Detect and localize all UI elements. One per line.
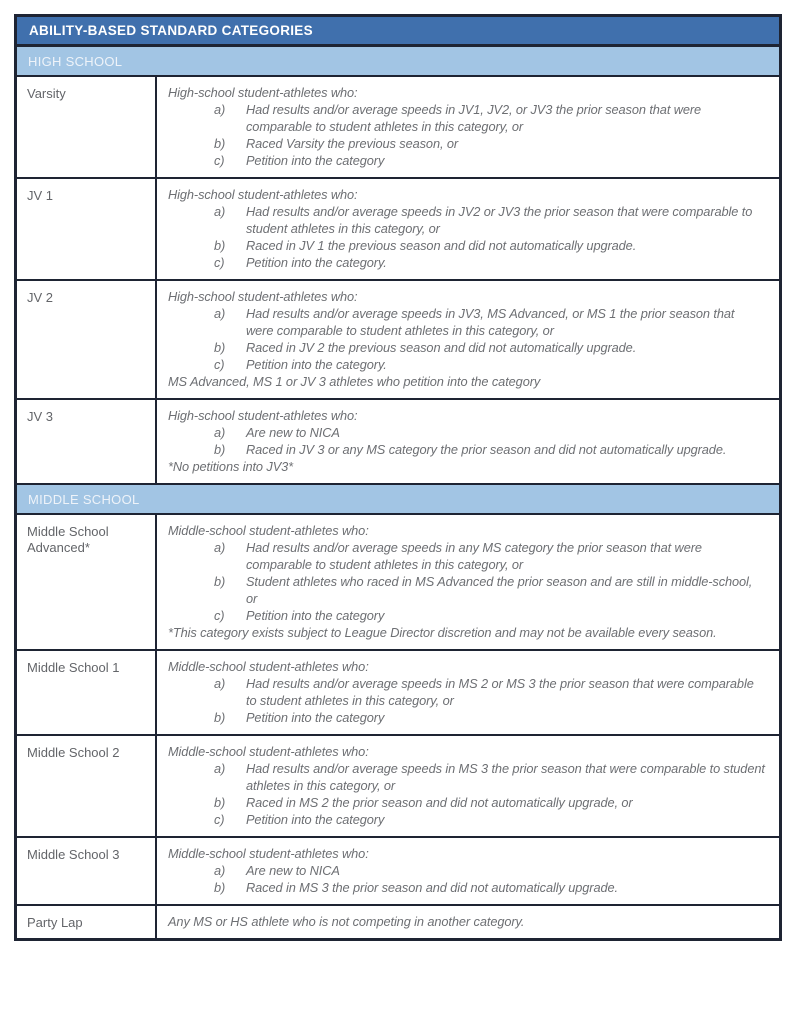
list-item: [168, 135, 765, 152]
list-item: [168, 254, 765, 271]
category-row-jv3: [17, 400, 779, 485]
category-name: Middle School 1: [17, 651, 157, 734]
list-marker: a): [214, 676, 226, 691]
list-item: [168, 441, 765, 458]
description-intro: Middle-school student-athletes who:: [168, 659, 369, 674]
list-marker: c): [214, 255, 225, 270]
list-item: [168, 101, 765, 135]
category-name: Middle School 2: [17, 736, 157, 836]
list-item: [168, 203, 765, 237]
list-text: Petition into the category: [246, 812, 385, 827]
list-marker: a): [214, 102, 226, 117]
list-marker: c): [214, 812, 225, 827]
list-text: Had results and/or average speeds in JV2 or JV3 the prior season that were comparable to student athletes in this category, or: [246, 204, 753, 236]
category-name: JV 1: [17, 179, 157, 279]
category-description: [157, 515, 779, 649]
section-label: MIDDLE SCHOOL: [28, 491, 140, 507]
list-item: [168, 862, 765, 879]
description-intro: High-school student-athletes who:: [168, 289, 358, 304]
list-marker: c): [214, 357, 225, 372]
category-row-ms3: [17, 838, 779, 906]
list-text: Raced in JV 2 the previous season and did not automatically upgrade.: [246, 340, 637, 355]
description-intro: High-school student-athletes who:: [168, 187, 358, 202]
list-marker: c): [214, 608, 225, 623]
list-marker: b): [214, 136, 226, 151]
list-item: [168, 539, 765, 573]
list-marker: b): [214, 442, 226, 457]
description-intro: Middle-school student-athletes who:: [168, 523, 369, 538]
list-marker: b): [214, 795, 226, 810]
categories-table: [14, 14, 782, 941]
list-item: [168, 424, 765, 441]
list-marker: b): [214, 340, 226, 355]
list-item: [168, 607, 765, 624]
list-text: Are new to NICA: [246, 425, 340, 440]
list-item: [168, 237, 765, 254]
list-item: [168, 152, 765, 169]
list-marker: b): [214, 574, 226, 589]
list-text: Had results and/or average speeds in MS 3 the prior season that were comparable to student athletes in this category, or: [246, 761, 765, 793]
list-text: Had results and/or average speeds in MS 2 or MS 3 the prior season that were comparable to student athletes in this category, or: [246, 676, 754, 708]
list-text: Had results and/or average speeds in any MS category the prior season that were comparable to student athletes in this category, or: [246, 540, 702, 572]
list-marker: a): [214, 540, 226, 555]
description-intro: Any MS or HS athlete who is not competing in another category.: [168, 914, 525, 929]
category-description: [157, 906, 779, 938]
table-title-bar: [17, 17, 779, 47]
list-marker: a): [214, 306, 226, 321]
list-text: Petition into the category: [246, 153, 385, 168]
category-row-ms1: [17, 651, 779, 736]
list-item: [168, 879, 765, 896]
list-text: Raced in JV 1 the previous season and did not automatically upgrade.: [246, 238, 637, 253]
list-item: [168, 794, 765, 811]
category-name: Middle School Advanced*: [17, 515, 157, 649]
row-footnote: MS Advanced, MS 1 or JV 3 athletes who petition into the category: [168, 374, 541, 389]
list-marker: b): [214, 710, 226, 725]
section-header-high-school: [17, 47, 779, 77]
list-text: Raced in MS 3 the prior season and did not automatically upgrade.: [246, 880, 618, 895]
list-item: [168, 811, 765, 828]
list-item: [168, 305, 765, 339]
list-item: [168, 709, 765, 726]
list-marker: a): [214, 863, 226, 878]
category-description: [157, 77, 779, 177]
category-row-varsity: [17, 77, 779, 179]
category-row-ms-advanced: [17, 515, 779, 651]
list-marker: a): [214, 425, 226, 440]
category-description: [157, 651, 779, 734]
list-text: Petition into the category: [246, 710, 385, 725]
list-marker: b): [214, 238, 226, 253]
list-text: Raced in MS 2 the prior season and did not automatically upgrade, or: [246, 795, 633, 810]
description-intro: High-school student-athletes who:: [168, 85, 358, 100]
category-description: [157, 400, 779, 483]
list-text: Had results and/or average speeds in JV1, JV2, or JV3 the prior season that were comparable to student athletes in this category, or: [246, 102, 702, 134]
category-row-party-lap: [17, 906, 779, 938]
list-text: Petition into the category.: [246, 255, 387, 270]
list-text: Are new to NICA: [246, 863, 340, 878]
category-name: JV 3: [17, 400, 157, 483]
category-name: Party Lap: [17, 906, 157, 938]
section-label: HIGH SCHOOL: [28, 53, 123, 69]
category-description: [157, 281, 779, 398]
list-marker: a): [214, 761, 226, 776]
list-item: [168, 760, 765, 794]
row-footnote: *No petitions into JV3*: [168, 459, 294, 474]
category-name: JV 2: [17, 281, 157, 398]
list-marker: b): [214, 880, 226, 895]
list-text: Raced in JV 3 or any MS category the prior season and did not automatically upgrade.: [246, 442, 727, 457]
list-text: Student athletes who raced in MS Advanced the prior season and are still in middle-school, or: [246, 574, 753, 606]
category-row-jv2: [17, 281, 779, 400]
category-row-jv1: [17, 179, 779, 281]
list-item: [168, 356, 765, 373]
category-name: Varsity: [17, 77, 157, 177]
category-description: [157, 736, 779, 836]
list-text: Petition into the category.: [246, 357, 387, 372]
description-intro: Middle-school student-athletes who:: [168, 846, 369, 861]
list-item: [168, 573, 765, 607]
list-text: Had results and/or average speeds in JV3, MS Advanced, or MS 1 the prior season that were comparable to student athletes in this category, or: [246, 306, 735, 338]
list-marker: a): [214, 204, 226, 219]
description-intro: Middle-school student-athletes who:: [168, 744, 369, 759]
category-name: Middle School 3: [17, 838, 157, 904]
list-marker: c): [214, 153, 225, 168]
category-row-ms2: [17, 736, 779, 838]
description-intro: High-school student-athletes who:: [168, 408, 358, 423]
table-title: ABILITY-BASED STANDARD CATEGORIES: [29, 23, 313, 38]
list-text: Petition into the category: [246, 608, 385, 623]
row-footnote: *This category exists subject to League Director discretion and may not be available every season.: [168, 625, 717, 640]
list-item: [168, 675, 765, 709]
list-text: Raced Varsity the previous season, or: [246, 136, 459, 151]
category-description: [157, 179, 779, 279]
section-header-middle-school: [17, 485, 779, 515]
list-item: [168, 339, 765, 356]
category-description: [157, 838, 779, 904]
